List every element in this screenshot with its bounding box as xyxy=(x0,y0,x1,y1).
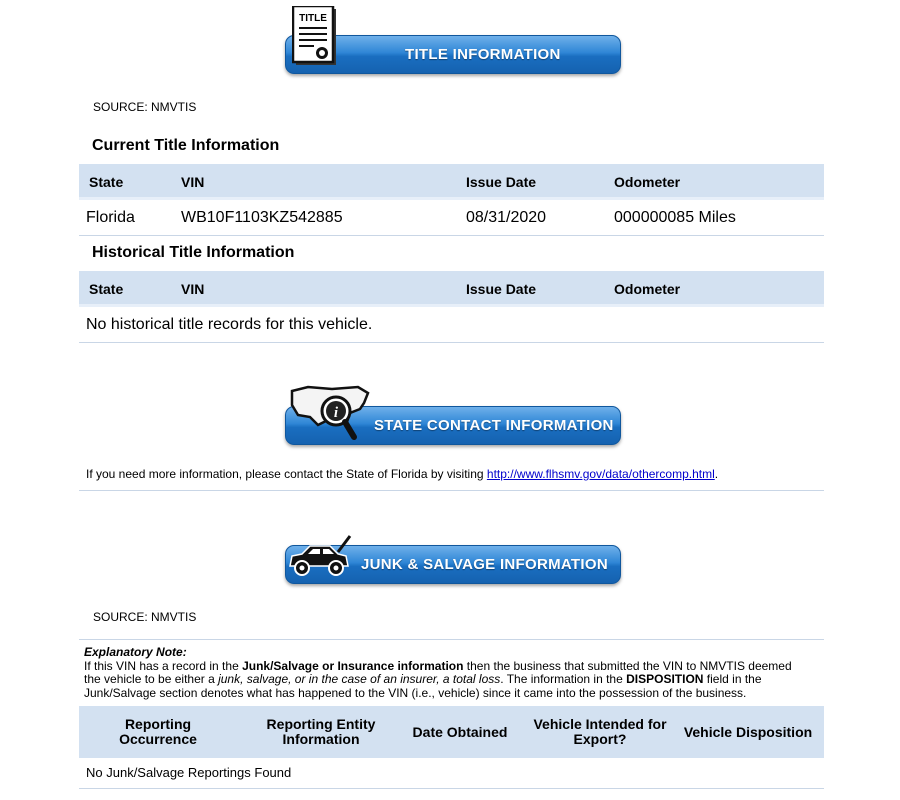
historical-empty-row xyxy=(79,307,824,343)
note-text: . The information in the xyxy=(500,672,627,686)
note-body xyxy=(84,660,804,701)
cell-odometer: 000000085 Miles xyxy=(614,209,736,226)
divider xyxy=(79,639,824,640)
note-italic-text: junk, salvage, or in the case of an insurer, a total loss xyxy=(218,672,501,686)
col-export: Vehicle Intended for Export? xyxy=(533,716,667,747)
banner-label: STATE CONTACT INFORMATION xyxy=(374,417,614,434)
title-icon-text: TITLE xyxy=(299,13,327,24)
junk-salvage-header-row xyxy=(79,706,824,758)
col-vin: VIN xyxy=(181,174,205,190)
table-row xyxy=(79,200,824,236)
title-source: SOURCE: NMVTIS xyxy=(93,100,197,114)
florida-contact-link[interactable]: http://www.flhsmv.gov/data/othercomp.html xyxy=(486,467,715,481)
junk-salvage-empty-message: No Junk/Salvage Reportings Found xyxy=(86,765,292,780)
note-text: then the business that submitted the VIN to NMVTIS deemed the vehicle to be either a xyxy=(84,658,792,686)
cell-vin: WB10F1103KZ542885 xyxy=(181,209,343,226)
divider xyxy=(79,490,824,491)
historical-empty-message: No historical title records for this vehicle. xyxy=(86,316,373,333)
current-title-header-row xyxy=(79,164,824,200)
explanatory-note xyxy=(84,646,804,700)
col-issue-date: Issue Date xyxy=(466,281,537,297)
note-bold-text: Junk/Salvage or Insurance information xyxy=(242,658,464,673)
col-reporting-entity: Reporting Entity Information xyxy=(266,716,376,747)
note-text: If this VIN has a record in the xyxy=(84,658,243,673)
historical-title-header-row xyxy=(79,271,824,307)
title-document-icon xyxy=(292,6,342,68)
svg-text:i: i xyxy=(333,405,339,421)
cell-state: Florida xyxy=(86,209,135,226)
col-reporting-occurrence: Reporting Occurrence xyxy=(119,716,197,747)
banner-label: JUNK & SALVAGE INFORMATION xyxy=(361,556,608,573)
historical-title-heading: Historical Title Information xyxy=(92,244,295,261)
junk-source: SOURCE: NMVTIS xyxy=(93,610,197,624)
current-title-heading: Current Title Information xyxy=(92,137,280,154)
col-state: State xyxy=(89,174,124,190)
banner-label: TITLE INFORMATION xyxy=(405,46,561,63)
note-label: Explanatory Note: xyxy=(84,645,187,659)
note-bold-text: DISPOSITION xyxy=(626,672,704,686)
col-odometer: Odometer xyxy=(614,174,681,190)
col-state: State xyxy=(89,281,124,297)
contact-text xyxy=(86,467,718,481)
usa-map-info-icon xyxy=(288,381,374,445)
cell-issue-date: 08/31/2020 xyxy=(466,209,547,226)
col-vin: VIN xyxy=(181,281,205,297)
col-issue-date: Issue Date xyxy=(466,174,537,190)
tow-truck-icon xyxy=(286,532,356,580)
contact-text-prefix: If you need more information, please contact the State of Florida by visiting xyxy=(86,467,487,481)
col-date-obtained: Date Obtained xyxy=(412,723,508,740)
col-vehicle-disposition: Vehicle Disposition xyxy=(683,723,813,740)
contact-text-suffix: . xyxy=(714,467,719,481)
col-odometer: Odometer xyxy=(614,281,681,297)
note-text: field in the Junk/Salvage section denotes what has happened to the VIN (i.e., vehicle) since it came into the possession of the business. xyxy=(84,672,762,700)
divider xyxy=(79,788,824,789)
